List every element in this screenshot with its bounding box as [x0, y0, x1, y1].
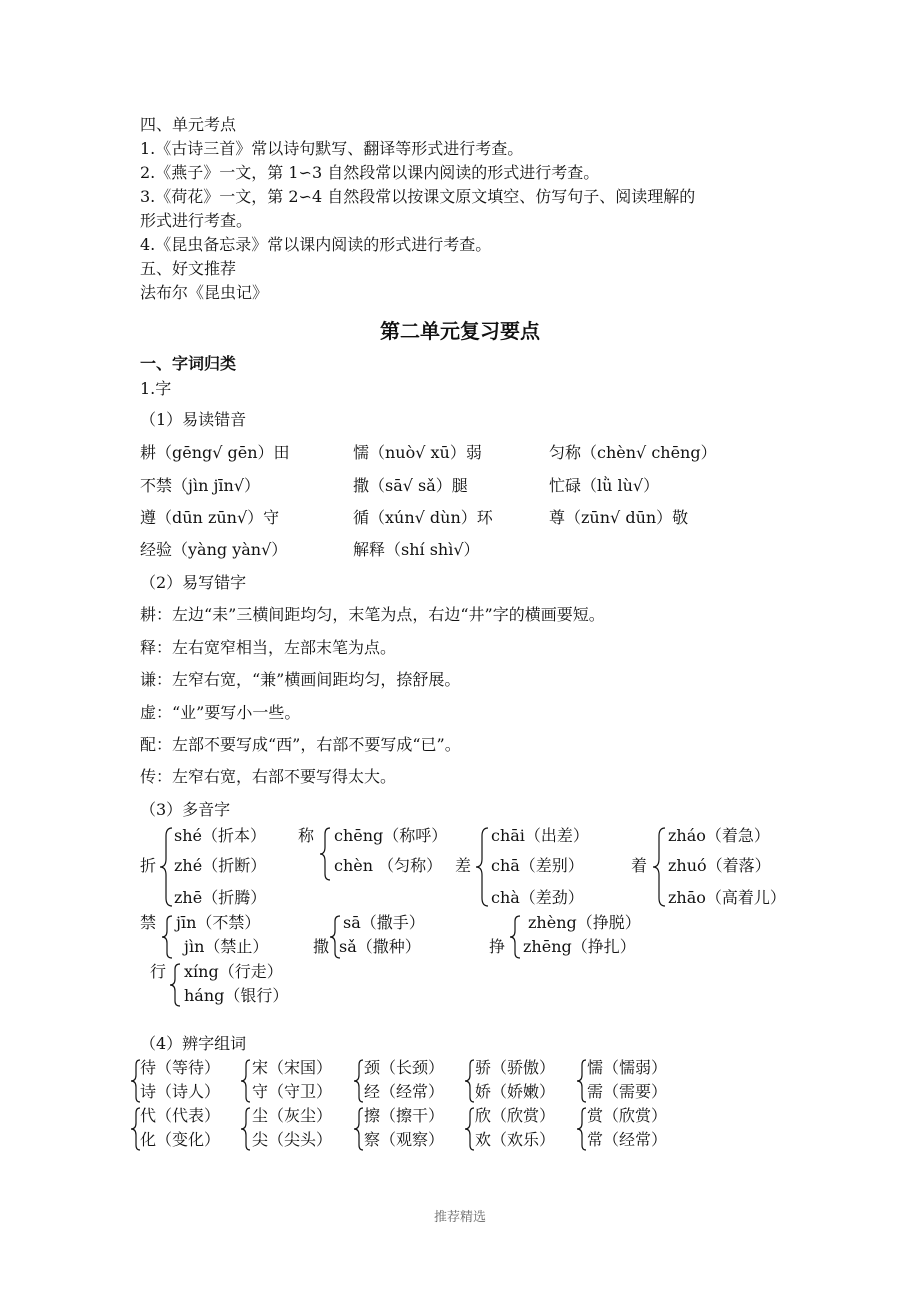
writing-note: 释：左右宽窄相当，左部末笔为点。: [140, 638, 397, 657]
pron-item: 耕（gēng√ gēn）田: [140, 443, 290, 462]
polyphone-reading: shé（折本）: [174, 826, 266, 845]
pair-word: 常（经常）: [587, 1130, 668, 1149]
polyphone-reading: zháo（着急）: [668, 826, 770, 845]
page-title: 第二单元复习要点: [380, 319, 540, 343]
pair-word: 颈（长颈）: [364, 1058, 445, 1077]
pair-word: 察（观察）: [364, 1130, 445, 1149]
polyphone-reading: háng（银行）: [184, 986, 289, 1005]
sub-heading-characters: 1.字: [140, 379, 172, 398]
writing-note: 谦：左窄右宽，“兼”横画间距均匀，捺舒展。: [140, 670, 461, 689]
polyphone-char-xing: 行: [150, 962, 167, 981]
writing-heading: （2）易写错字: [140, 573, 247, 592]
polyphone-reading: jìn（禁止）: [184, 937, 269, 956]
polyphone-reading: sǎ（撒种）: [339, 937, 421, 956]
pair-word: 娇（娇嫩）: [475, 1082, 556, 1101]
polyphone-reading: zhuó（着落）: [668, 856, 771, 875]
pair-word: 欣（欣赏）: [475, 1106, 556, 1125]
brace-icon: [240, 1106, 252, 1152]
polyphone-heading: （3）多音字: [140, 800, 231, 819]
polyphone-reading: jīn（不禁）: [176, 913, 261, 932]
polyphone-reading: zhēng（挣扎）: [523, 937, 636, 956]
exam-point-4: 4.《昆虫备忘录》常以课内阅读的形式进行考查。: [140, 235, 492, 254]
polyphone-reading: chèn （匀称）: [334, 856, 443, 875]
pron-item: 遵（dūn zūn√）守: [140, 508, 280, 527]
section-five-heading: 五、好文推荐: [140, 259, 237, 278]
polyphone-reading: zhāo（高着儿）: [668, 888, 786, 907]
distinguish-heading: （4）辨字组词: [140, 1034, 247, 1053]
brace-icon: [168, 962, 182, 1008]
pair-word: 尖（尖头）: [252, 1130, 333, 1149]
pair-word: 代（代表）: [140, 1106, 221, 1125]
pair-word: 懦（懦弱）: [587, 1058, 668, 1077]
pair-word: 守（守卫）: [252, 1082, 333, 1101]
section-four-heading: 四、单元考点: [140, 115, 237, 134]
pair-word: 宋（宋国）: [252, 1058, 333, 1077]
polyphone-reading: chāi（出差）: [491, 826, 589, 845]
pair-word: 骄（骄傲）: [475, 1058, 556, 1077]
pronunciation-heading: （1）易读错音: [140, 410, 247, 429]
pair-word: 化（变化）: [140, 1130, 221, 1149]
polyphone-reading: zhé（折断）: [174, 856, 267, 875]
polyphone-reading: sā（撒手）: [343, 913, 425, 932]
pair-word: 诗（诗人）: [140, 1082, 221, 1101]
brace-icon: [318, 826, 332, 882]
pair-word: 待（等待）: [140, 1058, 221, 1077]
polyphone-char-sa: 撒: [313, 937, 330, 956]
pron-item: 忙碌（lǜ lù√）: [549, 476, 660, 495]
writing-note: 传：左窄右宽，右部不要写得太大。: [140, 767, 397, 786]
pair-word: 需（需要）: [587, 1082, 668, 1101]
pron-item: 尊（zūn√ dūn）敬: [549, 508, 689, 527]
pair-word: 欢（欢乐）: [475, 1130, 556, 1149]
brace-icon: [160, 914, 174, 960]
polyphone-char-jin: 禁: [140, 913, 157, 932]
pron-item: 循（xún√ dùn）环: [353, 508, 493, 527]
brace-icon: [474, 826, 490, 908]
pron-item: 懦（nuò√ xū）弱: [353, 443, 482, 462]
polyphone-reading: chēng（称呼）: [334, 826, 448, 845]
brace-icon: [158, 826, 174, 908]
brace-icon: [240, 1058, 252, 1104]
recommended-book: 法布尔《昆虫记》: [140, 283, 269, 302]
pair-word: 经（经常）: [364, 1082, 445, 1101]
pair-word: 赏（欣赏）: [587, 1106, 668, 1125]
polyphone-reading: zhē（折腾）: [174, 888, 267, 907]
writing-note: 配：左部不要写成“西”，右部不要写成“已”。: [140, 735, 461, 754]
pron-item: 匀称（chèn√ chēng）: [549, 443, 717, 462]
page-footer: 推荐精选: [433, 1210, 486, 1225]
polyphone-char-cha: 差: [455, 856, 472, 875]
polyphone-reading: chà（差劲）: [491, 888, 584, 907]
brace-icon: [651, 826, 667, 908]
exam-point-3-cont: 形式进行考查。: [140, 211, 253, 230]
polyphone-char-zhao: 着: [631, 856, 648, 875]
pron-item: 经验（yàng yàn√）: [140, 540, 288, 559]
pron-item: 撒（sā√ sǎ）腿: [353, 476, 468, 495]
pron-item: 不禁（jìn jīn√）: [140, 476, 261, 495]
writing-note: 虚：“业”要写小一些。: [140, 703, 301, 722]
writing-note: 耕：左边“耒”三横间距均匀，末笔为点，右边“井”字的横画要短。: [140, 605, 605, 624]
polyphone-char-zheng: 挣: [489, 937, 506, 956]
polyphone-char-zhe: 折: [140, 856, 157, 875]
pair-word: 擦（擦干）: [364, 1106, 445, 1125]
pair-word: 尘（灰尘）: [252, 1106, 333, 1125]
polyphone-reading: chā（差别）: [491, 856, 584, 875]
polyphone-char-cheng: 称: [298, 826, 315, 845]
polyphone-reading: xíng（行走）: [184, 962, 283, 981]
exam-point-1: 1.《古诗三首》常以诗句默写、翻译等形式进行考查。: [140, 139, 524, 158]
exam-point-2: 2.《燕子》一文，第 1∽3 自然段常以课内阅读的形式进行考查。: [140, 163, 600, 182]
part-one-heading: 一、字词归类: [140, 354, 237, 373]
pron-item: 解释（shí shì√）: [353, 540, 480, 559]
exam-point-3: 3.《荷花》一文，第 2∽4 自然段常以按课文原文填空、仿写句子、阅读理解的: [140, 187, 696, 206]
brace-icon: [508, 914, 522, 960]
polyphone-reading: zhèng（挣脱）: [528, 913, 641, 932]
